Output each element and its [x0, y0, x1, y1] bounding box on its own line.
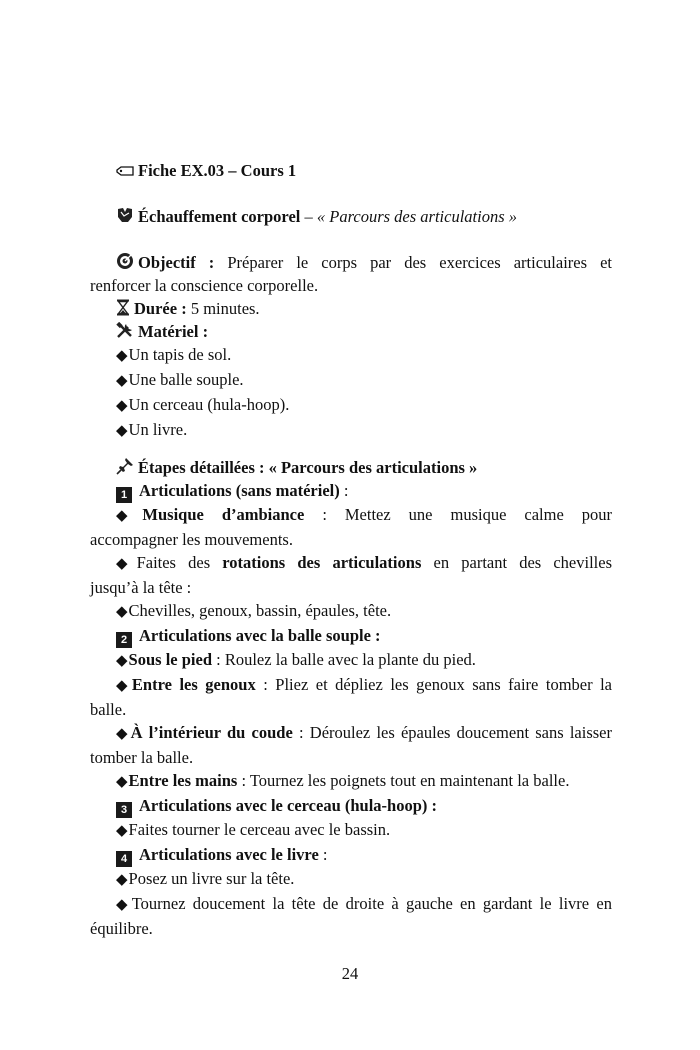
diamond-bullet-icon: ◆	[116, 508, 142, 524]
diamond-bullet-icon: ◆	[116, 823, 128, 839]
pushpin-icon	[116, 457, 134, 475]
step-number-badge: 3	[116, 802, 132, 818]
steps-title: Étapes détaillées : « Parcours des articulations »	[138, 458, 478, 477]
material-item	[90, 343, 612, 368]
step-title: Articulations avec la balle souple :	[139, 626, 381, 645]
material-item-text: Un tapis de sol.	[128, 345, 232, 364]
objective-text-1: Préparer le corps par des exercices articulaires et	[227, 253, 612, 272]
duration-value: 5 minutes.	[186, 299, 260, 318]
step-item	[90, 551, 612, 576]
step-1-heading	[90, 479, 612, 503]
step-suffix: :	[318, 845, 328, 864]
hourglass-icon	[116, 299, 130, 316]
step-title: Articulations avec le livre	[139, 845, 319, 864]
diamond-bullet-icon: ◆	[116, 774, 128, 790]
step-item-label: Entre les genoux	[131, 675, 256, 694]
step-suffix: :	[339, 481, 349, 500]
page-number: 24	[341, 964, 359, 983]
step-item-text: : Pliez et dépliez les genoux sans faire tomber la	[255, 675, 612, 694]
step-item-text: : Roulez la balle avec la plante du pied.	[212, 650, 476, 669]
material-label: Matériel :	[138, 322, 209, 341]
diamond-bullet-icon: ◆	[116, 604, 128, 620]
step-item-text: : Déroulez les épaules doucement sans laisser	[292, 723, 612, 742]
material-item-text: Une balle souple.	[128, 370, 244, 389]
material-item	[90, 393, 612, 418]
step-item-text-continued: accompagner les mouvements.	[90, 530, 293, 549]
sheet-heading	[90, 159, 612, 182]
step-title: Articulations (sans matériel)	[139, 481, 340, 500]
section-dash: –	[300, 207, 317, 226]
step-item-text: Chevilles, genoux, bassin, épaules, tête.	[128, 601, 392, 620]
step-item	[90, 648, 612, 673]
step-item-label: Sous le pied	[128, 650, 212, 669]
material-item-text: Un cerceau (hula-hoop).	[128, 395, 290, 414]
tools-icon	[116, 322, 134, 339]
step-item-text: Faites tourner le cerceau avec le bassin.	[128, 820, 391, 839]
step-item-text: : Tournez les poignets tout en maintenant la balle.	[237, 771, 570, 790]
step-item	[90, 503, 612, 528]
step-item-text: Faites des	[136, 553, 223, 572]
tag-icon	[116, 166, 134, 178]
diamond-bullet-icon: ◆	[116, 348, 128, 364]
step-item	[90, 721, 612, 746]
material-item-text: Un livre.	[128, 420, 188, 439]
section-subtitle: « Parcours des articulations »	[316, 207, 518, 226]
step-item-text: : Mettez une musique calme pour	[304, 505, 612, 524]
step-item	[90, 673, 612, 698]
section-title	[90, 205, 612, 228]
material-item	[90, 368, 612, 393]
material-line	[90, 320, 612, 343]
step-item	[90, 892, 612, 917]
steps-block	[90, 456, 612, 940]
muscle-icon	[116, 206, 134, 224]
step-item-label: Musique d’ambiance	[142, 505, 305, 524]
objective-label: Objectif :	[138, 253, 215, 272]
step-item	[90, 599, 612, 624]
step-item-text-continued: balle.	[90, 700, 127, 719]
step-item-label: Entre les mains	[128, 771, 238, 790]
diamond-bullet-icon: ◆	[116, 556, 136, 572]
diamond-bullet-icon: ◆	[116, 423, 128, 439]
step-3-heading	[90, 794, 612, 818]
section-name: Échauffement corporel	[138, 207, 301, 226]
step-item	[90, 867, 612, 892]
step-item	[90, 769, 612, 794]
step-number-badge: 2	[116, 632, 132, 648]
step-item-label: À l’intérieur du coude	[130, 723, 293, 742]
step-number-badge: 1	[116, 487, 132, 503]
step-item-text: Posez un livre sur la tête.	[128, 869, 295, 888]
sheet-title: Fiche EX.03 – Cours 1	[138, 161, 297, 180]
step-item-text-continued: tomber la balle.	[90, 748, 194, 767]
duration-label: Durée :	[134, 299, 187, 318]
diamond-bullet-icon: ◆	[116, 653, 128, 669]
diamond-bullet-icon: ◆	[116, 897, 131, 913]
step-item-text: en partant des chevilles	[421, 553, 612, 572]
diamond-bullet-icon: ◆	[116, 678, 131, 694]
step-item-emphasis: rotations des articulations	[222, 553, 422, 572]
step-2-heading	[90, 624, 612, 648]
step-item	[90, 818, 612, 843]
diamond-bullet-icon: ◆	[116, 398, 128, 414]
step-item-text-continued: équilibre.	[90, 919, 153, 938]
step-title: Articulations avec le cerceau (hula-hoop) :	[139, 796, 438, 815]
material-item	[90, 418, 612, 443]
diamond-bullet-icon: ◆	[116, 726, 130, 742]
step-number-badge: 4	[116, 851, 132, 867]
step-item-text: Tournez doucement la tête de droite à gauche en gardant le livre en	[131, 894, 612, 913]
steps-heading	[90, 456, 612, 479]
diamond-bullet-icon: ◆	[116, 872, 128, 888]
step-item-text-continued: jusqu’à la tête :	[90, 578, 192, 597]
diamond-bullet-icon: ◆	[116, 373, 128, 389]
objective-block	[90, 251, 612, 443]
objective-text-2: renforcer la conscience corporelle.	[90, 276, 319, 295]
duration-line	[90, 297, 612, 320]
target-icon	[116, 252, 134, 270]
step-4-heading	[90, 843, 612, 867]
